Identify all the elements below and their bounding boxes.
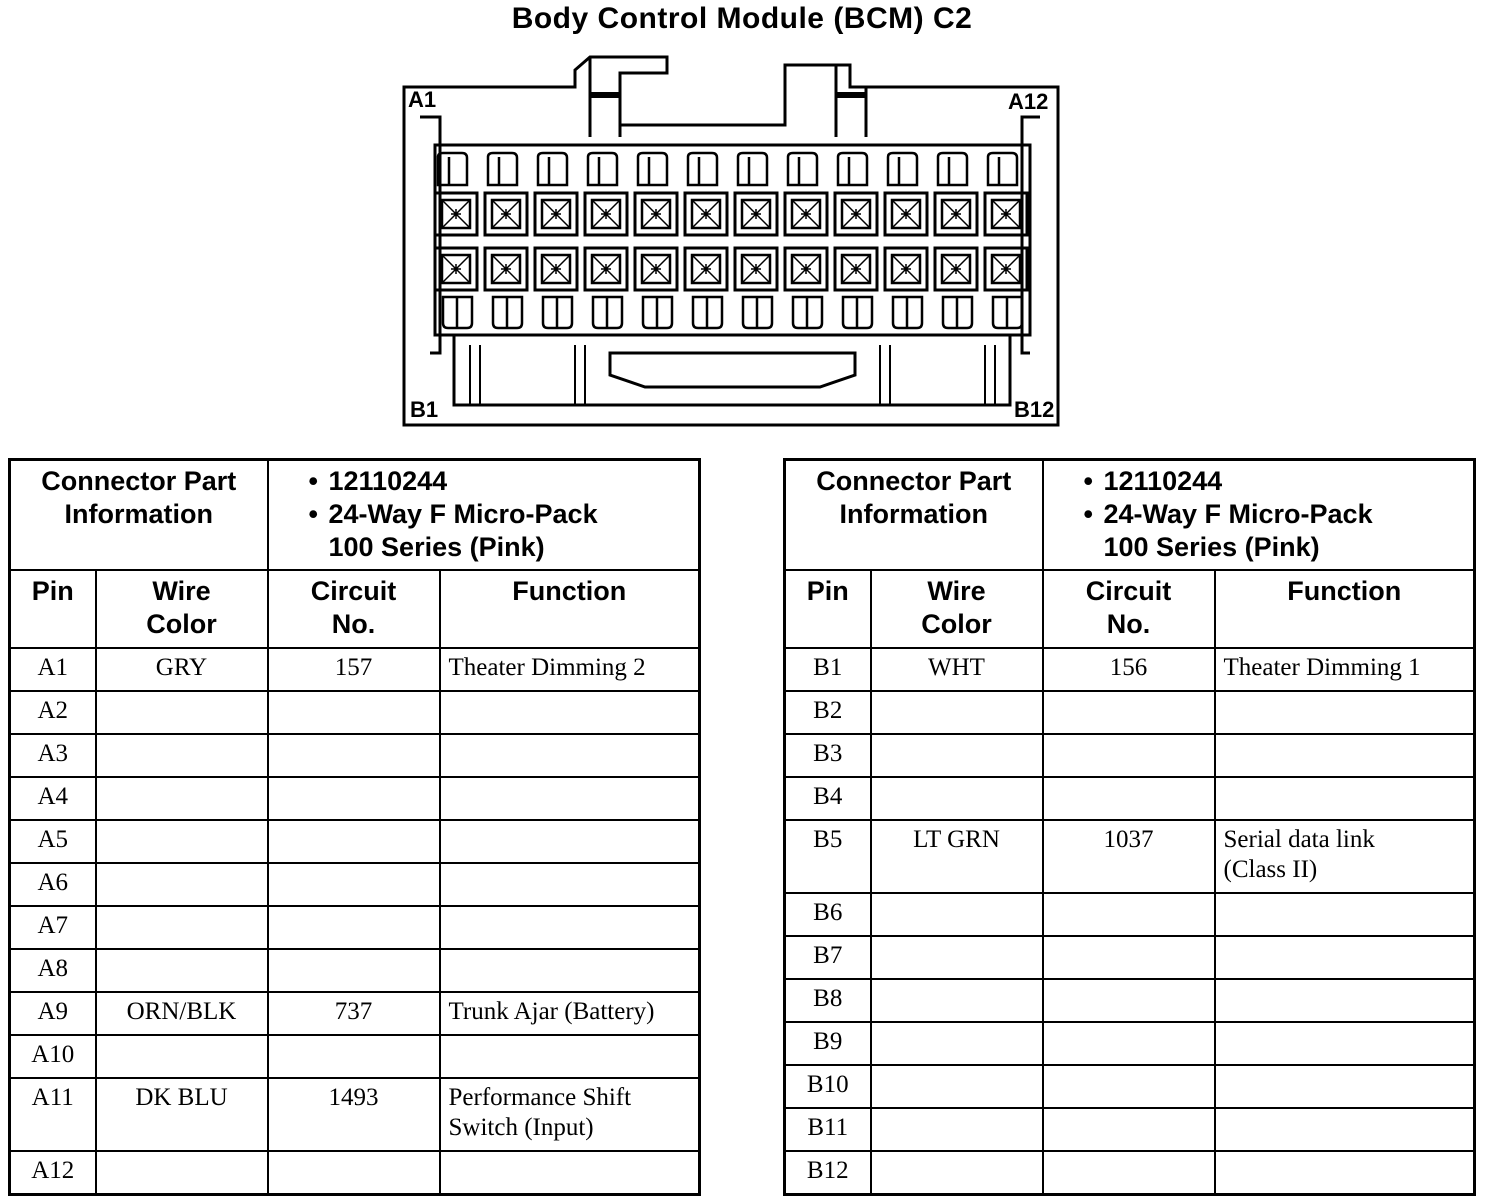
information-text: Information — [839, 499, 988, 529]
terminal-contact-icon — [742, 255, 770, 283]
function-cell — [440, 734, 700, 777]
pin-cell: B9 — [785, 1022, 871, 1065]
function-cell — [1215, 979, 1475, 1022]
circuit-cell — [1043, 777, 1215, 820]
table-row — [10, 734, 700, 777]
terminal-contact-icon — [692, 255, 720, 283]
circuit-cell — [268, 949, 440, 992]
circuit-cell — [268, 1035, 440, 1078]
col-header-circuit-no: Circuit No. — [1043, 570, 1215, 648]
wire-color-cell — [871, 1065, 1043, 1108]
connector-part-info-values: • 12110244 • 24-Way F Micro-Pack 100 Series (Pink) — [268, 460, 700, 571]
function-cell: Performance Shift Switch (Input) — [440, 1078, 700, 1151]
connector-label-b1: B1 — [410, 397, 439, 422]
col-header-pin: Pin — [10, 570, 96, 648]
function-cell — [1215, 1022, 1475, 1065]
wire-color-cell — [96, 777, 268, 820]
connector-label-a12: A12 — [1008, 89, 1049, 114]
pinout-table-a — [8, 458, 701, 1196]
diagram-title: Body Control Module (BCM) C2 — [511, 2, 973, 35]
wire-color-cell — [96, 906, 268, 949]
function-cell — [440, 1151, 700, 1195]
circuit-cell: 156 — [1043, 648, 1215, 691]
connector-series: 100 Series (Pink) — [1103, 532, 1320, 562]
terminal-contact-icon — [992, 200, 1020, 228]
table-row — [785, 1022, 1475, 1065]
terminal-contact-icon — [942, 255, 970, 283]
pin-cell: B2 — [785, 691, 871, 734]
pin-cell: A6 — [10, 863, 96, 906]
terminal-cavity-small — [538, 153, 567, 185]
terminal-cavity-small — [593, 297, 622, 328]
top-small-terminals — [438, 153, 1017, 185]
wire-color-cell — [871, 691, 1043, 734]
connector-part-info-label — [785, 460, 1043, 571]
pin-cell: A11 — [10, 1078, 96, 1151]
information-text: Information — [64, 499, 213, 529]
wire-color-cell — [96, 949, 268, 992]
function-cell — [1215, 893, 1475, 936]
wire-color-cell — [871, 893, 1043, 936]
pin-cell: B8 — [785, 979, 871, 1022]
circuit-cell — [1043, 1108, 1215, 1151]
terminal-cavity-small — [843, 297, 872, 328]
pin-cell: A9 — [10, 992, 96, 1035]
pin-cell: A4 — [10, 777, 96, 820]
function-cell: Theater Dimming 1 — [1215, 648, 1475, 691]
terminal-cavity-small — [788, 153, 817, 185]
circuit-cell — [268, 863, 440, 906]
terminal-contact-icon — [642, 200, 670, 228]
terminal-cavity-small — [893, 297, 922, 328]
pin-cell: A3 — [10, 734, 96, 777]
pin-cell: B3 — [785, 734, 871, 777]
square-terminals-row-b — [435, 248, 1027, 290]
table-row — [785, 979, 1475, 1022]
connector-part-info-label — [10, 460, 268, 571]
connector-part-info-values: • 12110244 • 24-Way F Micro-Pack 100 Series (Pink) — [1043, 460, 1475, 571]
col-header-wire-color: Wire Color — [96, 570, 268, 648]
table-row — [10, 992, 700, 1035]
terminal-cavity-small — [988, 153, 1017, 185]
terminal-contact-icon — [792, 255, 820, 283]
terminal-contact-icon — [442, 200, 470, 228]
connector-face-drawing — [390, 45, 1080, 435]
wire-color-cell — [96, 1151, 268, 1195]
terminal-contact-icon — [492, 200, 520, 228]
table-row — [10, 863, 700, 906]
terminal-cavity-small — [838, 153, 867, 185]
terminal-cavity-small — [488, 153, 517, 185]
terminal-cavity-small — [793, 297, 822, 328]
wire-color-cell — [871, 979, 1043, 1022]
pin-cell: A2 — [10, 691, 96, 734]
table-row — [10, 691, 700, 734]
pin-cell: B10 — [785, 1065, 871, 1108]
table-row — [10, 1151, 700, 1195]
terminal-contact-icon — [892, 200, 920, 228]
circuit-cell: 1037 — [1043, 820, 1215, 893]
pin-cell: B5 — [785, 820, 871, 893]
table-row — [785, 936, 1475, 979]
function-cell — [1215, 936, 1475, 979]
terminal-cavity-small — [993, 297, 1022, 328]
connector-part-text: Connector Part — [41, 466, 237, 496]
wire-color-cell — [96, 734, 268, 777]
circuit-cell — [268, 734, 440, 777]
table-row — [785, 820, 1475, 893]
circuit-cell — [268, 777, 440, 820]
terminal-contact-icon — [592, 200, 620, 228]
terminal-cavity-small — [438, 153, 467, 185]
table-row — [10, 1035, 700, 1078]
function-cell — [440, 949, 700, 992]
terminal-contact-icon — [942, 200, 970, 228]
table-b-rows — [785, 648, 1475, 1195]
terminal-contact-icon — [442, 255, 470, 283]
col-header-function: Function — [440, 570, 700, 648]
circuit-cell — [1043, 979, 1215, 1022]
terminal-contact-icon — [542, 255, 570, 283]
terminal-cavity-small — [688, 153, 717, 185]
connector-label-b12: B12 — [1014, 397, 1055, 422]
table-row — [10, 777, 700, 820]
pin-cell: B4 — [785, 777, 871, 820]
terminal-contact-icon — [842, 255, 870, 283]
connector-label-a1: A1 — [408, 87, 437, 112]
pin-cell: A7 — [10, 906, 96, 949]
wire-color-cell: ORN/BLK — [96, 992, 268, 1035]
pin-cell: A8 — [10, 949, 96, 992]
pinout-table-b — [783, 458, 1476, 1196]
terminal-contact-icon — [592, 255, 620, 283]
circuit-cell — [1043, 1065, 1215, 1108]
terminal-contact-icon — [642, 255, 670, 283]
terminal-contact-icon — [842, 200, 870, 228]
terminal-contact-icon — [542, 200, 570, 228]
wire-color-cell: GRY — [96, 648, 268, 691]
wire-color-cell: WHT — [871, 648, 1043, 691]
function-cell — [440, 777, 700, 820]
connector-type: 24-Way F Micro-Pack — [1103, 499, 1373, 529]
wire-color-cell — [871, 1151, 1043, 1195]
pin-cell: A1 — [10, 648, 96, 691]
terminal-contact-icon — [892, 255, 920, 283]
circuit-cell: 737 — [268, 992, 440, 1035]
function-cell — [1215, 734, 1475, 777]
circuit-cell — [1043, 893, 1215, 936]
terminal-contact-icon — [792, 200, 820, 228]
pin-cell: B1 — [785, 648, 871, 691]
terminal-cavity-small — [493, 297, 522, 328]
wire-color-cell: LT GRN — [871, 820, 1043, 893]
function-cell: Serial data link (Class II) — [1215, 820, 1475, 893]
table-row — [10, 820, 700, 863]
wire-color-cell — [96, 1035, 268, 1078]
pin-cell: A5 — [10, 820, 96, 863]
wire-color-cell — [96, 820, 268, 863]
terminal-cavity-small — [693, 297, 722, 328]
col-header-function: Function — [1215, 570, 1475, 648]
terminal-cavity-small — [443, 297, 472, 328]
function-cell — [1215, 1151, 1475, 1195]
circuit-cell — [268, 691, 440, 734]
table-row — [785, 734, 1475, 777]
function-cell — [440, 1035, 700, 1078]
pin-cell: B12 — [785, 1151, 871, 1195]
pin-cell: B11 — [785, 1108, 871, 1151]
pin-cell: A12 — [10, 1151, 96, 1195]
circuit-cell — [1043, 936, 1215, 979]
connector-series: 100 Series (Pink) — [328, 532, 545, 562]
circuit-cell: 157 — [268, 648, 440, 691]
terminal-contact-icon — [492, 255, 520, 283]
wire-color-cell — [871, 936, 1043, 979]
circuit-cell — [1043, 1022, 1215, 1065]
table-row — [10, 648, 700, 691]
terminal-cavity-small — [638, 153, 667, 185]
table-row — [785, 691, 1475, 734]
circuit-cell — [268, 906, 440, 949]
part-number: 12110244 — [328, 466, 448, 496]
terminal-cavity-small — [943, 297, 972, 328]
terminal-contact-icon — [992, 255, 1020, 283]
circuit-cell: 1493 — [268, 1078, 440, 1151]
terminal-cavity-small — [743, 297, 772, 328]
col-header-wire-color: Wire Color — [871, 570, 1043, 648]
function-cell — [1215, 777, 1475, 820]
table-row — [785, 893, 1475, 936]
function-cell: Theater Dimming 2 — [440, 648, 700, 691]
table-row — [10, 906, 700, 949]
wire-color-cell — [96, 691, 268, 734]
table-row — [785, 648, 1475, 691]
col-header-pin: Pin — [785, 570, 871, 648]
table-row — [10, 1078, 700, 1151]
function-cell — [440, 820, 700, 863]
table-row — [785, 1151, 1475, 1195]
wire-color-cell — [96, 863, 268, 906]
function-cell — [1215, 1065, 1475, 1108]
terminal-cavity-small — [643, 297, 672, 328]
circuit-cell — [268, 1151, 440, 1195]
pin-cell: B7 — [785, 936, 871, 979]
table-row — [785, 777, 1475, 820]
circuit-cell — [1043, 734, 1215, 777]
circuit-cell — [1043, 1151, 1215, 1195]
function-cell — [440, 691, 700, 734]
pin-cell: A10 — [10, 1035, 96, 1078]
square-terminals-row-a — [435, 193, 1027, 235]
wire-color-cell — [871, 777, 1043, 820]
wire-color-cell — [871, 734, 1043, 777]
table-row — [785, 1108, 1475, 1151]
function-cell — [1215, 691, 1475, 734]
pin-cell: B6 — [785, 893, 871, 936]
function-cell: Trunk Ajar (Battery) — [440, 992, 700, 1035]
terminal-cavity-small — [938, 153, 967, 185]
circuit-cell — [1043, 691, 1215, 734]
part-number: 12110244 — [1103, 466, 1223, 496]
wire-color-cell — [871, 1108, 1043, 1151]
table-row — [10, 949, 700, 992]
terminal-cavity-small — [888, 153, 917, 185]
function-cell — [1215, 1108, 1475, 1151]
terminal-cavity-small — [543, 297, 572, 328]
table-a-rows — [10, 648, 700, 1195]
function-cell — [440, 906, 700, 949]
function-cell — [440, 863, 700, 906]
connector-part-text: Connector Part — [816, 466, 1012, 496]
col-header-circuit-no: Circuit No. — [268, 570, 440, 648]
terminal-cavity-small — [738, 153, 767, 185]
connector-type: 24-Way F Micro-Pack — [328, 499, 598, 529]
table-row — [785, 1065, 1475, 1108]
wire-color-cell: DK BLU — [96, 1078, 268, 1151]
wire-color-cell — [871, 1022, 1043, 1065]
circuit-cell — [268, 820, 440, 863]
terminal-contact-icon — [692, 200, 720, 228]
terminal-cavity-small — [588, 153, 617, 185]
terminal-contact-icon — [742, 200, 770, 228]
